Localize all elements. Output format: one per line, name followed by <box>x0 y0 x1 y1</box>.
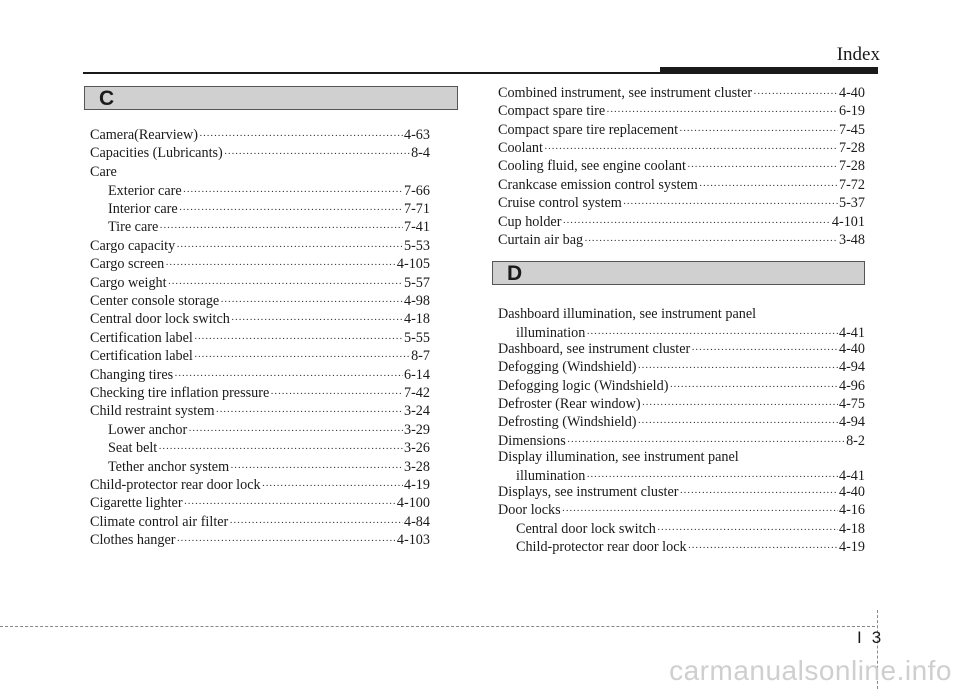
index-entry-page: 8-7 <box>411 348 430 364</box>
index-entry-term: Tire care <box>108 219 159 235</box>
index-entry-page: 4-94 <box>838 359 865 375</box>
section-letter-d: D <box>507 262 523 285</box>
index-entry-term: Defrosting (Windshield) <box>498 414 637 430</box>
index-entry <box>90 162 430 183</box>
index-entry-page: 4-40 <box>838 484 865 500</box>
index-entry <box>90 309 430 330</box>
index-entry <box>498 193 865 214</box>
index-entry <box>90 401 430 422</box>
leader-dots <box>688 538 838 559</box>
index-entry-page: 3-48 <box>838 232 865 248</box>
index-entry-term: Cruise control system <box>498 195 622 211</box>
index-entry-term: Central door lock switch <box>90 311 230 327</box>
index-entry-page: 7-71 <box>403 201 430 217</box>
index-entry-page: 6-14 <box>403 367 430 383</box>
index-entry-term: Lower anchor <box>108 422 188 438</box>
index-entry-page: 4-16 <box>838 502 865 518</box>
index-entry <box>498 537 865 558</box>
index-entry <box>498 357 865 378</box>
page-title: Index <box>836 44 880 65</box>
index-entry-page: 4-101 <box>831 214 865 230</box>
index-entry-term: Door locks <box>498 502 561 518</box>
index-entry-page: 4-18 <box>403 311 430 327</box>
index-entry-term: Cargo weight <box>90 275 167 291</box>
index-entry-term: Defroster (Rear window) <box>498 396 641 412</box>
index-entry-term: Checking tire inflation pressure <box>90 385 270 401</box>
index-entry-page: 4-19 <box>403 477 430 493</box>
index-entry-term: Tether anchor system <box>108 459 230 475</box>
index-entry-page: 7-45 <box>838 122 865 138</box>
index-entry-term: Central door lock switch <box>516 521 656 537</box>
index-entry-term-cont: illumination <box>516 325 586 341</box>
page-index: 3 <box>871 628 882 647</box>
index-entry-term: Defogging (Windshield) <box>498 359 637 375</box>
index-entry-page: 5-57 <box>403 275 430 291</box>
index-entry-page: 8-2 <box>846 433 865 449</box>
section-letter-c: C <box>99 87 115 110</box>
index-entry-term: Dimensions <box>498 433 566 449</box>
index-entry-page: 4-19 <box>838 539 865 555</box>
index-entry-page: 4-41 <box>838 468 865 484</box>
index-entry-term: Cargo screen <box>90 256 165 272</box>
index-entry-term: Cargo capacity <box>90 238 176 254</box>
index-entry-page: 7-66 <box>403 183 430 199</box>
footer-divider <box>0 626 875 627</box>
index-entry-page: 3-29 <box>403 422 430 438</box>
index-entry-term: Child restraint system <box>90 403 215 419</box>
index-entry-term: Capacities (Lubricants) <box>90 145 223 161</box>
index-entry <box>90 530 430 551</box>
watermark: carmanualsonline.info <box>669 655 952 686</box>
index-entry-term: Interior care <box>108 201 178 217</box>
index-entry-page: 3-26 <box>403 440 430 456</box>
index-entry <box>498 500 865 521</box>
leader-dots <box>177 531 396 552</box>
index-entry-page: 7-41 <box>403 219 430 235</box>
index-entry <box>498 101 865 122</box>
index-entry <box>90 346 430 367</box>
index-entry <box>90 438 430 459</box>
index-entry-page: 4-40 <box>838 85 865 101</box>
index-entry-term: Dashboard illumination, see instrument panel <box>498 306 757 322</box>
index-entry-term: Care <box>90 164 117 180</box>
index-entry <box>498 412 865 433</box>
index-entry-page: 4-94 <box>838 414 865 430</box>
index-entry <box>90 254 430 275</box>
index-entry-term: Child-protector rear door lock <box>90 477 261 493</box>
section-letter-bar-d <box>492 261 865 285</box>
index-entry-page: 4-96 <box>838 378 865 394</box>
index-entry-term: Cup holder <box>498 214 562 230</box>
index-entry-page: 6-19 <box>838 103 865 119</box>
index-entry-term: Compact spare tire replacement <box>498 122 679 138</box>
index-entry-term-cont: illumination <box>516 468 586 484</box>
index-entry <box>498 230 865 251</box>
index-entry-page: 4-103 <box>396 532 430 548</box>
index-entry-page: 4-41 <box>838 325 865 341</box>
index-entry-term: Coolant <box>498 140 543 156</box>
index-entry-term: Combined instrument, see instrument cluster <box>498 85 753 101</box>
index-entry-term: Climate control air filter <box>90 514 229 530</box>
index-entry-page: 3-24 <box>403 403 430 419</box>
index-entry-term: Child-protector rear door lock <box>516 539 687 555</box>
index-entry-page: 7-72 <box>838 177 865 193</box>
index-entry-page: 8-4 <box>411 145 430 161</box>
page-section: I <box>857 628 862 647</box>
index-entry-page: 7-28 <box>838 158 865 174</box>
index-entry-term: Displays, see instrument cluster <box>498 484 679 500</box>
index-entry-term: Seat belt <box>108 440 158 456</box>
index-entry-page: 4-105 <box>396 256 430 272</box>
index-entry-page: 4-40 <box>838 341 865 357</box>
header-rule-accent <box>660 67 878 74</box>
index-entry-term: Cigarette lighter <box>90 495 183 511</box>
index-entry-term: Defogging logic (Windshield) <box>498 378 669 394</box>
index-entry-page: 4-98 <box>403 293 430 309</box>
index-entry-page: 5-55 <box>403 330 430 346</box>
index-entry-term: Display illumination, see instrument panel <box>498 449 739 465</box>
index-entry-term: Certification label <box>90 330 193 346</box>
index-entry-page: 7-42 <box>403 385 430 401</box>
index-entry-page: 5-37 <box>838 195 865 211</box>
page-number <box>857 628 881 648</box>
index-entry-term: Changing tires <box>90 367 174 383</box>
index-entry <box>90 493 430 514</box>
index-entry <box>90 143 430 164</box>
index-entry-page: 4-100 <box>396 495 430 511</box>
index-entry-term: Center console storage <box>90 293 220 309</box>
index-entry-term: Crankcase emission control system <box>498 177 698 193</box>
index-entry-page: 4-75 <box>838 396 865 412</box>
index-entry-page: 4-84 <box>403 514 430 530</box>
section-letter-bar-c <box>84 86 458 110</box>
index-entry <box>498 156 865 177</box>
index-entry-term: Camera(Rearview) <box>90 127 198 143</box>
index-entry-page: 5-53 <box>403 238 430 254</box>
index-entry-term: Cooling fluid, see engine coolant <box>498 158 686 174</box>
index-entry-term: Exterior care <box>108 183 182 199</box>
index-entry-page: 4-63 <box>403 127 430 143</box>
index-entry-term: Certification label <box>90 348 193 364</box>
index-entry-page: 4-18 <box>838 521 865 537</box>
index-entry-term: Dashboard, see instrument cluster <box>498 341 691 357</box>
index-entry-page: 3-28 <box>403 459 430 475</box>
index-entry <box>90 217 430 238</box>
index-entry-term: Compact spare tire <box>498 103 606 119</box>
index-entry-term: Clothes hanger <box>90 532 176 548</box>
index-entry-page: 7-28 <box>838 140 865 156</box>
index-entry-term: Curtain air bag <box>498 232 584 248</box>
leader-dots <box>584 231 838 252</box>
